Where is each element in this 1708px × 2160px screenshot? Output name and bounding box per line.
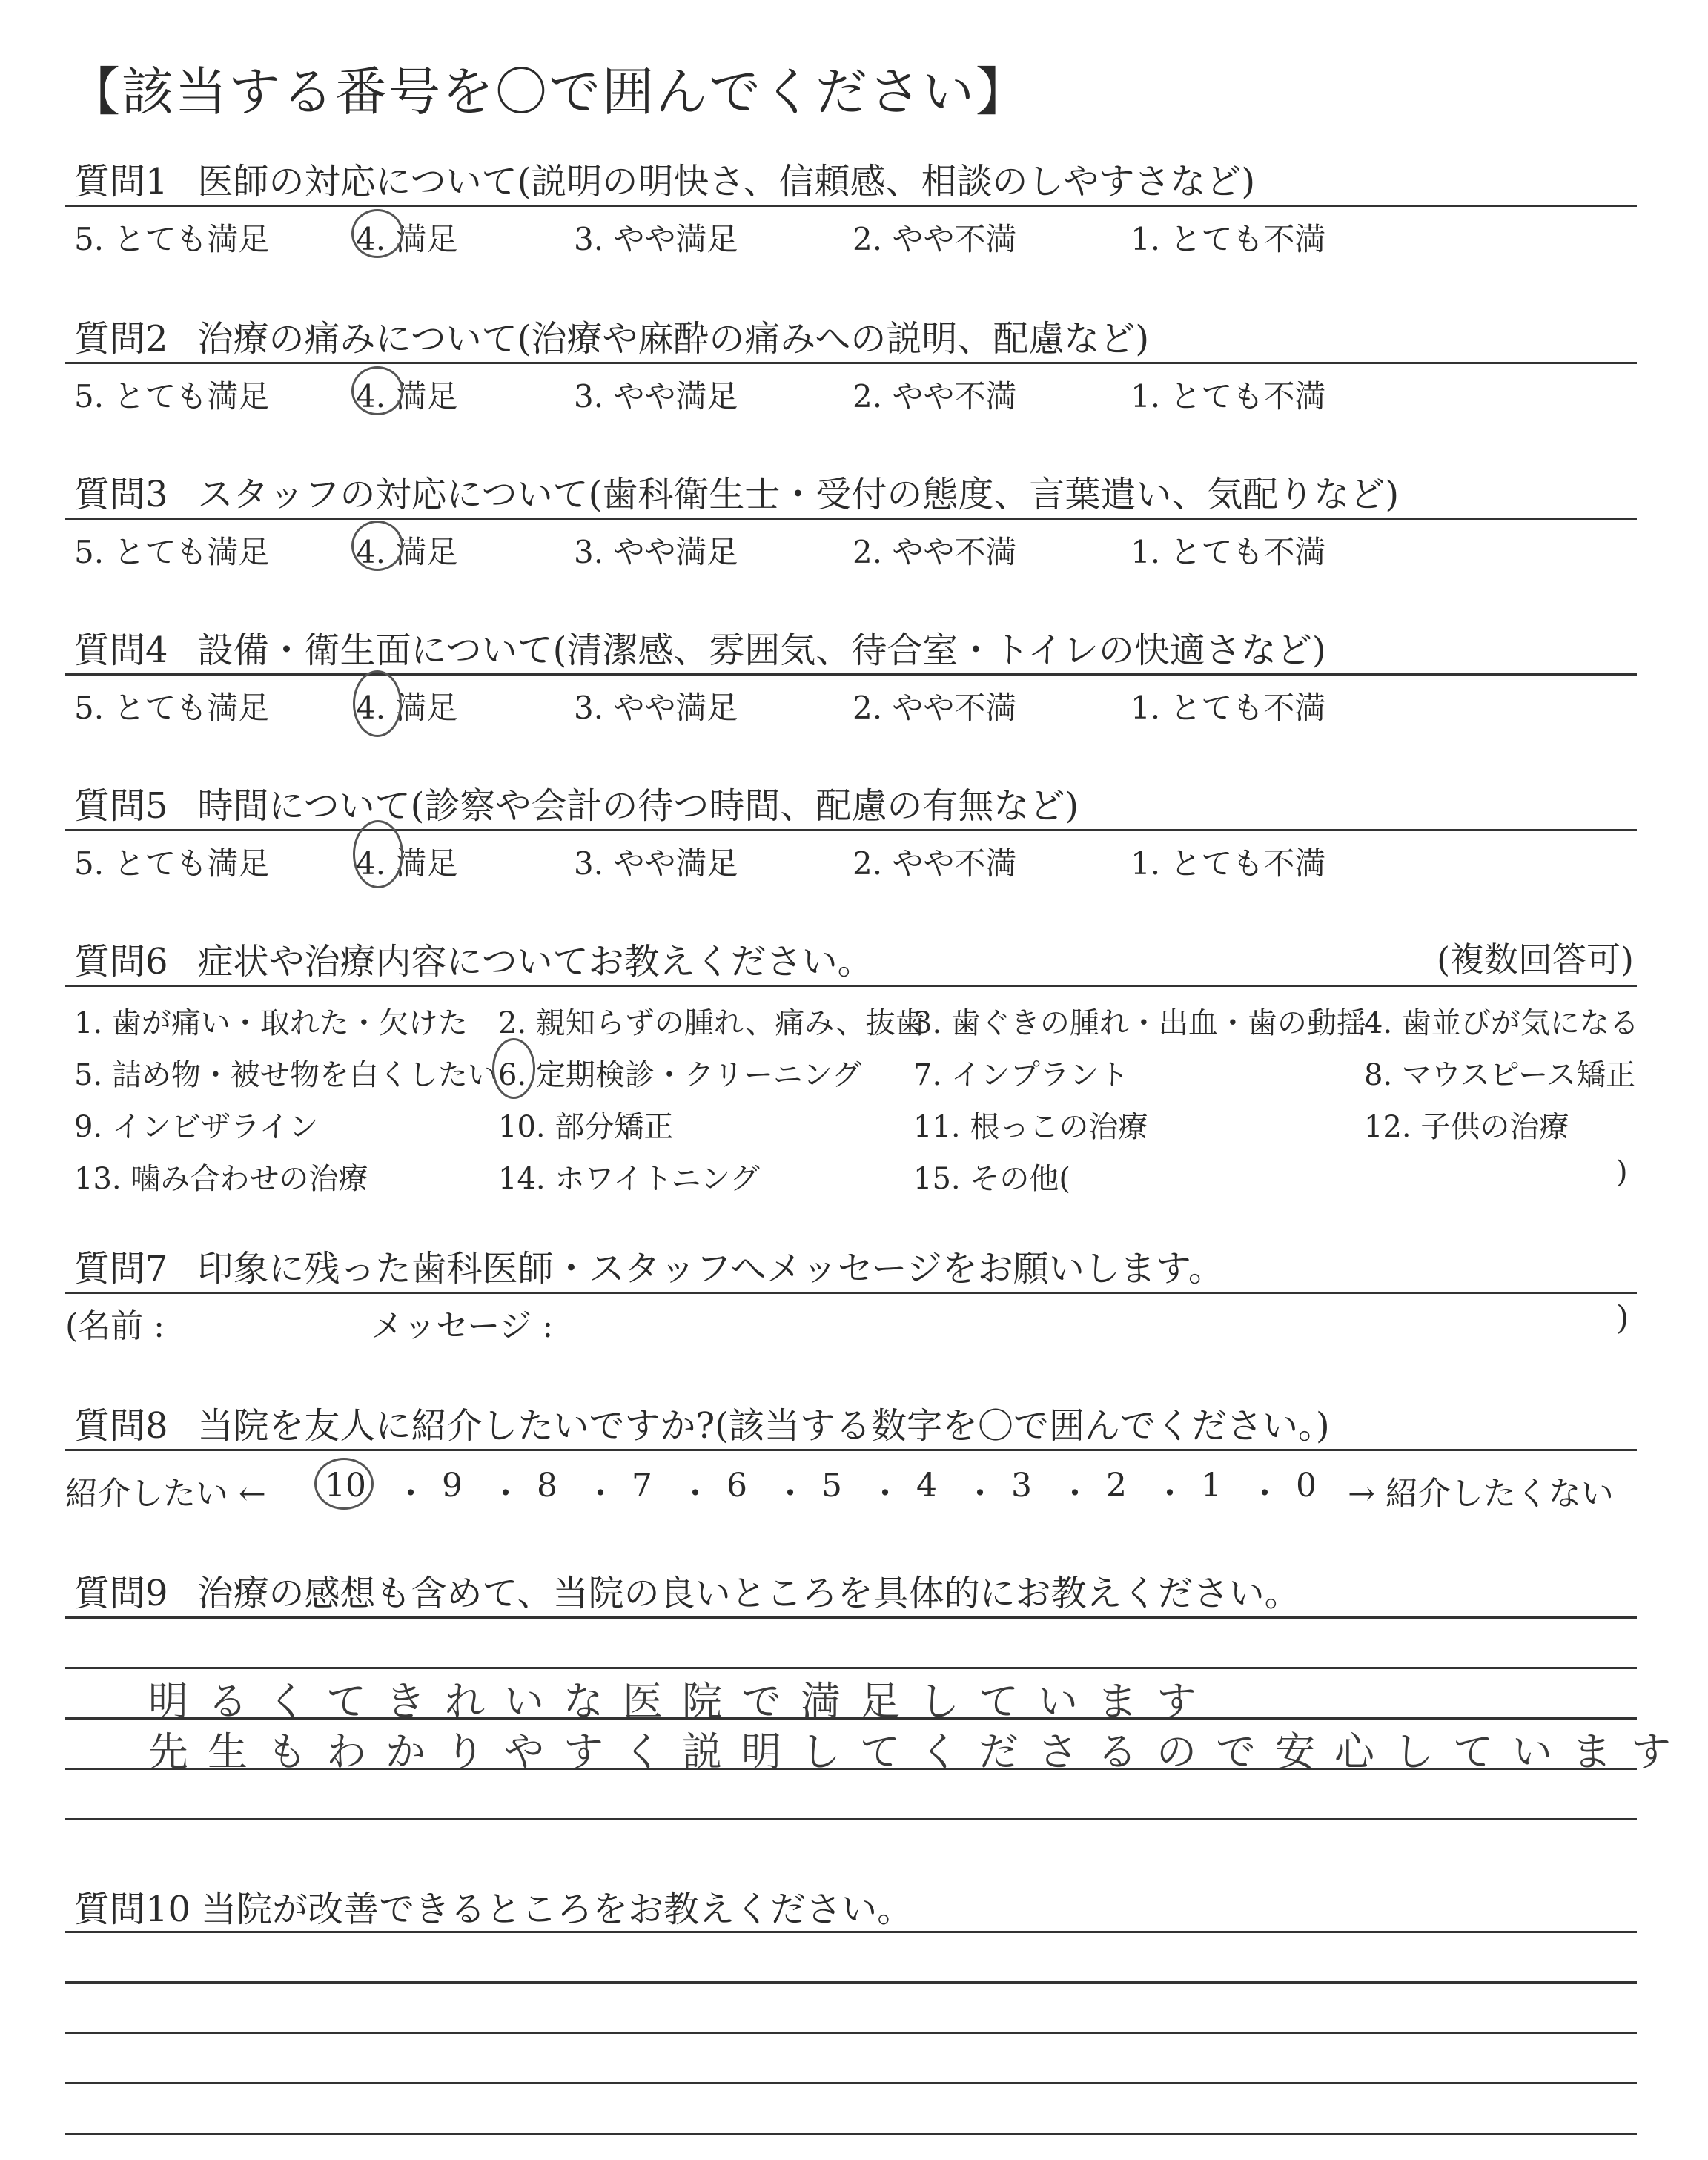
scale-7[interactable]: 7 bbox=[632, 1467, 652, 1505]
question-8 bbox=[74, 1397, 1330, 1448]
rating-option-3[interactable]: 3. やや満足 bbox=[574, 221, 738, 257]
rating-option-3[interactable]: 3. やや満足 bbox=[574, 378, 738, 415]
divider bbox=[65, 205, 1637, 207]
symptom-option-1[interactable]: 1. 歯が痛い・取れた・欠けた bbox=[74, 1006, 468, 1040]
divider bbox=[65, 362, 1637, 364]
good-points-answer-area[interactable] bbox=[65, 1624, 1637, 1817]
symptom-option-12[interactable]: 12. 子供の治療 bbox=[1364, 1110, 1569, 1144]
question-text: 治療の感想も含めて、当院の良いところを具体的にお教えください。 bbox=[197, 1573, 1300, 1614]
symptom-option-9[interactable]: 9. インビザライン bbox=[74, 1110, 319, 1144]
name-label: (名前 : bbox=[65, 1307, 165, 1345]
improvement-answer-area[interactable] bbox=[65, 1937, 1637, 2130]
selection-circle-mark bbox=[351, 366, 403, 415]
question-number: 質問7 bbox=[74, 1248, 168, 1289]
question-text: 症状や治療内容についてお教えください。 bbox=[197, 941, 873, 982]
symptom-option-8[interactable]: 8. マウスピース矯正 bbox=[1364, 1058, 1636, 1092]
rating-option-2[interactable]: 2. やや不満 bbox=[853, 690, 1017, 726]
rating-option-4[interactable]: 4. 満足 bbox=[356, 690, 458, 726]
scale-8[interactable]: 8 bbox=[537, 1467, 557, 1505]
rating-option-4[interactable]: 4. 満足 bbox=[356, 221, 458, 257]
rating-option-3[interactable]: 3. やや満足 bbox=[574, 534, 738, 570]
symptom-option-15[interactable]: 15. その他( bbox=[913, 1162, 1070, 1196]
scale-6[interactable]: 6 bbox=[726, 1467, 747, 1505]
scale-dot: ・ bbox=[1059, 1475, 1091, 1513]
question-text: 当院が改善できるところをお教えください。 bbox=[201, 1889, 913, 1930]
scale-left-label: 紹介したい ← bbox=[65, 1475, 266, 1513]
survey-title: 【該当する番号を〇で囲んでください】 bbox=[68, 62, 1029, 122]
question-number: 質問3 bbox=[74, 474, 168, 515]
scale-5[interactable]: 5 bbox=[821, 1467, 842, 1505]
scale-dot: ・ bbox=[489, 1475, 522, 1513]
message-label: メッセージ : bbox=[371, 1307, 554, 1345]
scale-dot: ・ bbox=[774, 1475, 807, 1513]
rating-option-2[interactable]: 2. やや不満 bbox=[853, 845, 1017, 882]
question-3 bbox=[74, 466, 1399, 517]
rating-option-5[interactable]: 5. とても満足 bbox=[74, 221, 270, 257]
symptom-option-5[interactable]: 5. 詰め物・被せ物を白くしたい bbox=[74, 1058, 497, 1092]
question-number: 質問4 bbox=[74, 630, 168, 671]
answer-line bbox=[65, 1818, 1637, 1820]
question-number: 質問10 bbox=[74, 1889, 191, 1930]
question-number: 質問1 bbox=[74, 161, 168, 202]
scale-dot: ・ bbox=[1248, 1475, 1281, 1513]
selection-circle-mark bbox=[351, 209, 403, 258]
question-7 bbox=[74, 1240, 1224, 1291]
divider bbox=[65, 1449, 1637, 1451]
selection-circle-mark bbox=[492, 1038, 535, 1099]
selection-circle-mark bbox=[353, 820, 403, 888]
handwritten-answer-line-1: 明るくてきれいな医院で満足しています bbox=[148, 1678, 1216, 1725]
multiple-answers-note: (複数回答可) bbox=[1437, 939, 1634, 980]
rating-option-3[interactable]: 3. やや満足 bbox=[574, 690, 738, 726]
rating-option-2[interactable]: 2. やや不満 bbox=[853, 221, 1017, 257]
symptom-option-13[interactable]: 13. 噛み合わせの治療 bbox=[74, 1162, 368, 1196]
rating-option-1[interactable]: 1. とても不満 bbox=[1131, 221, 1326, 257]
question-text: スタッフの対応について(歯科衛生士・受付の態度、言葉遣い、気配りなど) bbox=[197, 474, 1400, 515]
divider bbox=[65, 518, 1637, 520]
question-text: 治療の痛みについて(治療や麻酔の痛みへの説明、配慮など) bbox=[197, 318, 1150, 360]
rating-option-4[interactable]: 4. 満足 bbox=[356, 534, 458, 570]
handwritten-answer-line-2: 先生もわかりやすく説明してくださるので安心しています bbox=[148, 1728, 1690, 1775]
question-text: 医師の対応について(説明の明快さ、信頼感、相談のしやすさなど) bbox=[197, 161, 1256, 202]
question-text: 設備・衛生面について(清潔感、雰囲気、待合室・トイレの快適さなど) bbox=[197, 630, 1326, 671]
scale-dot: ・ bbox=[584, 1475, 617, 1513]
scale-10[interactable]: 10 bbox=[325, 1467, 366, 1505]
question-9 bbox=[74, 1565, 1300, 1616]
symptom-option-11[interactable]: 11. 根っこの治療 bbox=[913, 1110, 1148, 1144]
answer-line bbox=[65, 1931, 1637, 1933]
rating-option-4[interactable]: 4. 満足 bbox=[356, 845, 458, 882]
selection-circle-mark bbox=[351, 521, 403, 571]
scale-3[interactable]: 3 bbox=[1011, 1467, 1032, 1505]
question-number: 質問5 bbox=[74, 785, 168, 827]
divider bbox=[65, 673, 1637, 676]
rating-option-1[interactable]: 1. とても不満 bbox=[1131, 690, 1326, 726]
question-5 bbox=[74, 777, 1079, 828]
rating-option-1[interactable]: 1. とても不満 bbox=[1131, 534, 1326, 570]
rating-option-4[interactable]: 4. 満足 bbox=[356, 378, 458, 415]
question-number: 質問6 bbox=[74, 941, 168, 982]
divider bbox=[65, 829, 1637, 831]
scale-1[interactable]: 1 bbox=[1201, 1467, 1222, 1505]
question-number: 質問9 bbox=[74, 1573, 168, 1614]
rating-option-1[interactable]: 1. とても不満 bbox=[1131, 845, 1326, 882]
question-1 bbox=[74, 153, 1255, 204]
symptom-option-2[interactable]: 2. 親知らずの腫れ、痛み、抜歯 bbox=[498, 1006, 925, 1040]
rating-option-5[interactable]: 5. とても満足 bbox=[74, 690, 270, 726]
divider bbox=[65, 1292, 1637, 1294]
question-text: 時間について(診察や会計の待つ時間、配慮の有無など) bbox=[197, 785, 1079, 827]
rating-option-2[interactable]: 2. やや不満 bbox=[853, 534, 1017, 570]
divider bbox=[65, 985, 1637, 987]
scale-0[interactable]: 0 bbox=[1296, 1467, 1317, 1505]
scale-9[interactable]: 9 bbox=[442, 1467, 463, 1505]
question-10 bbox=[74, 1880, 913, 1932]
scale-dot: ・ bbox=[679, 1475, 712, 1513]
answer-line bbox=[65, 1616, 1637, 1619]
answer-line bbox=[65, 2133, 1637, 2135]
symptom-option-3[interactable]: 3. 歯ぐきの腫れ・出血・歯の動揺 bbox=[913, 1006, 1366, 1040]
rating-option-2[interactable]: 2. やや不満 bbox=[853, 378, 1017, 415]
question-6 bbox=[74, 933, 873, 984]
name-field[interactable] bbox=[193, 1299, 356, 1341]
question-number: 質問2 bbox=[74, 318, 168, 360]
rating-option-5[interactable]: 5. とても満足 bbox=[74, 845, 270, 882]
selection-circle-mark bbox=[314, 1458, 374, 1510]
other-close-paren: ) bbox=[1616, 1155, 1628, 1189]
rating-option-5[interactable]: 5. とても満足 bbox=[74, 378, 270, 415]
question-4 bbox=[74, 621, 1326, 673]
rating-option-1[interactable]: 1. とても不満 bbox=[1131, 378, 1326, 415]
rating-option-3[interactable]: 3. やや満足 bbox=[574, 845, 738, 882]
question-text: 印象に残った歯科医師・スタッフへメッセージをお願いします。 bbox=[197, 1248, 1224, 1289]
scale-dot: ・ bbox=[394, 1475, 427, 1513]
scale-dot: ・ bbox=[964, 1475, 996, 1513]
scale-dot: ・ bbox=[1153, 1475, 1186, 1513]
rating-option-5[interactable]: 5. とても満足 bbox=[74, 534, 270, 570]
question-2 bbox=[74, 310, 1149, 361]
symptom-option-10[interactable]: 10. 部分矯正 bbox=[498, 1110, 674, 1144]
scale-right-label: → 紹介したくない bbox=[1348, 1475, 1614, 1513]
symptom-option-14[interactable]: 14. ホワイトニング bbox=[498, 1162, 760, 1196]
scale-2[interactable]: 2 bbox=[1106, 1467, 1127, 1505]
symptom-option-7[interactable]: 7. インプラント bbox=[913, 1058, 1129, 1092]
message-field[interactable] bbox=[556, 1299, 1594, 1341]
symptom-option-6[interactable]: 6. 定期検診・クリーニング bbox=[498, 1058, 862, 1092]
selection-circle-mark bbox=[353, 670, 402, 737]
scale-dot: ・ bbox=[869, 1475, 901, 1513]
question-number: 質問8 bbox=[74, 1405, 168, 1447]
scale-4[interactable]: 4 bbox=[916, 1467, 937, 1505]
symptom-option-4[interactable]: 4. 歯並びが気になる bbox=[1364, 1006, 1639, 1040]
question-text: 当院を友人に紹介したいですか?(該当する数字を〇で囲んでください。) bbox=[197, 1405, 1330, 1447]
message-close-paren: ) bbox=[1616, 1299, 1629, 1337]
